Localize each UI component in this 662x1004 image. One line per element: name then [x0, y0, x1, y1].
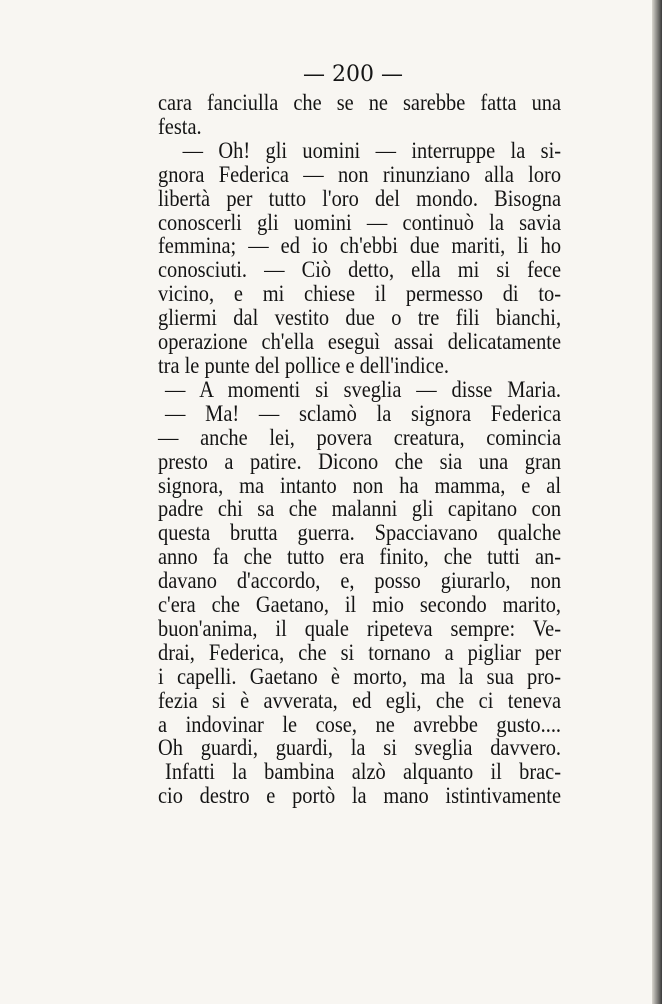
text-line: tra le punte del pollice e dell'indice. — [158, 352, 449, 379]
text-line: questa brutta guerra. Spacciavano qualche — [158, 520, 562, 547]
text-line: femmina; — ed io ch'ebbi due mariti, li ho — [158, 233, 562, 260]
text-line: a indovinar le cose, ne avrebbe gusto.... — [158, 711, 562, 738]
text-line: — A momenti si sveglia — disse Maria. — [165, 376, 562, 403]
text-line: — anche lei, povera creatura, comincia — [158, 424, 562, 451]
text-line: padre chi sa che malanni gli capitano con — [158, 496, 562, 523]
text-line: cara fanciulla che se ne sarebbe fatta una — [158, 90, 562, 116]
text-line: vicino, e mi chiese il permesso di to- — [158, 281, 562, 308]
text-line: Infatti la bambina alzò alquanto il brac- — [165, 759, 562, 786]
text-line: davano d'accordo, e, posso giurarlo, non — [158, 568, 562, 595]
text-line: operazione ch'ella eseguì assai delicatamente — [158, 329, 562, 356]
text-line: buon'anima, il quale ripeteva sempre: Ve- — [158, 615, 562, 642]
text-line: — Oh! gli uomini — interruppe la si- — [182, 137, 562, 164]
page-number: — 200 — — [303, 62, 403, 87]
text-line: conoscerli gli uomini — continuò la savia — [158, 209, 562, 236]
text-line: anno fa che tutto era finito, che tutti an- — [158, 544, 562, 571]
text-line: gliermi dal vestito due o tre fili bianchi, — [158, 305, 562, 332]
text-line: i capelli. Gaetano è morto, ma la sua pro- — [158, 663, 562, 690]
text-line: cio destro e portò la mano istintivamente — [158, 783, 562, 810]
text-line: c'era che Gaetano, il mio secondo marito, — [158, 592, 562, 619]
text-line: Oh guardi, guardi, la si sveglia davvero. — [158, 735, 562, 762]
text-line: drai, Federica, che si tornano a pigliar per — [158, 639, 562, 666]
text-line: gnora Federica — non rinunziano alla loro — [158, 161, 562, 188]
text-line: — Ma! — sclamò la signora Federica — [165, 400, 562, 427]
text-line: libertà per tutto l'oro del mondo. Bisogna — [158, 185, 562, 212]
text-line: conosciuti. — Ciò detto, ella mi si fece — [158, 257, 562, 284]
text-line: presto a patire. Dicono che sia una gran — [158, 448, 562, 475]
text-line: fezia si è avverata, ed egli, che ci teneva — [158, 687, 562, 714]
text-line: signora, ma intanto non ha mamma, e al — [158, 472, 562, 499]
page-edge-shadow — [652, 0, 662, 1004]
text-line: festa. — [158, 113, 202, 140]
body-text — [158, 90, 562, 810]
